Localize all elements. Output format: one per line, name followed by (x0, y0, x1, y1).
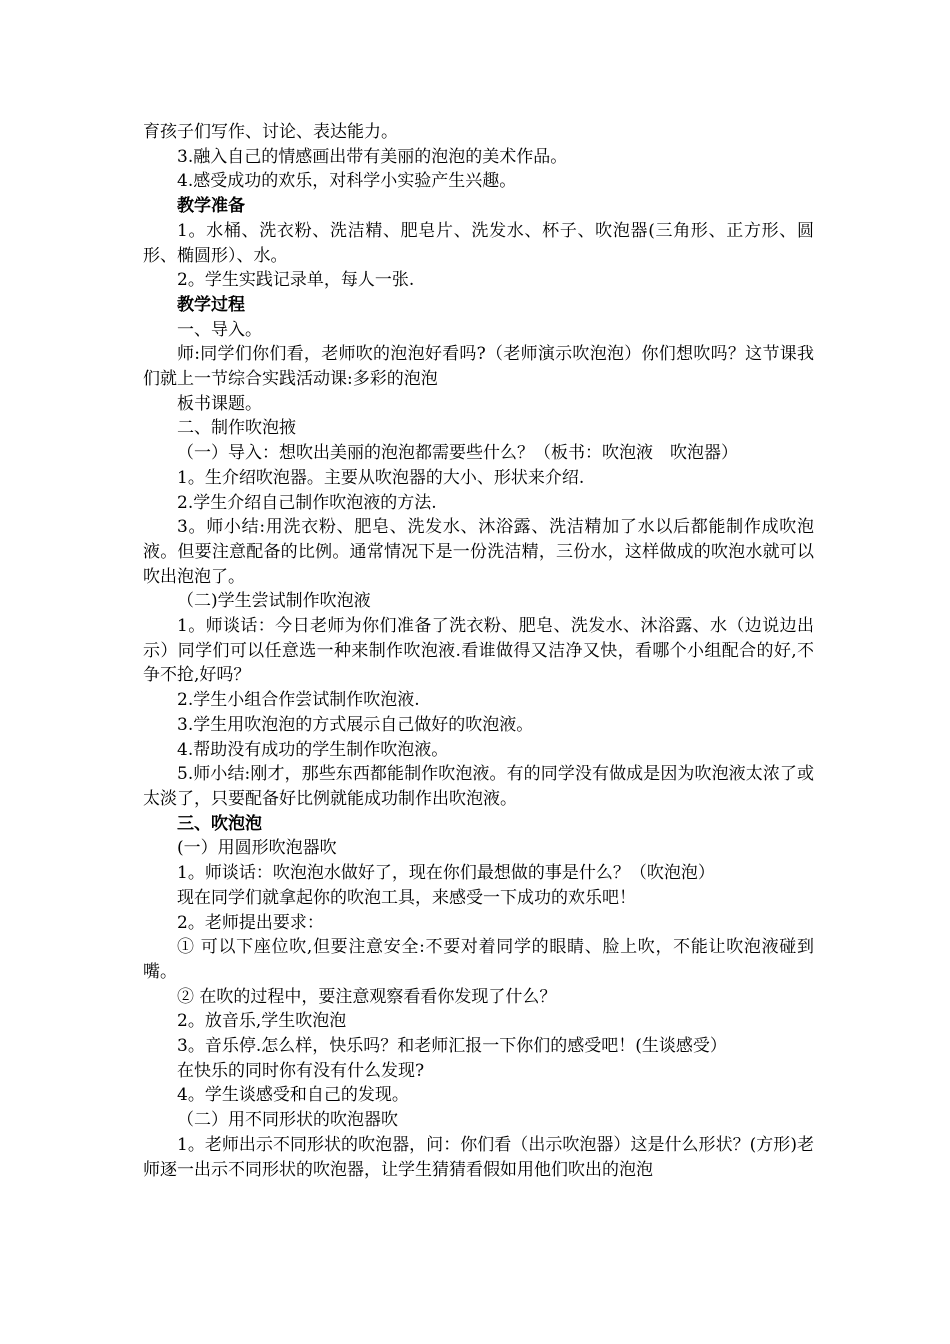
paragraph: 2.学生介绍自己制作吹泡液的方法. (177, 492, 437, 513)
paragraph: 板书课题。 (177, 393, 262, 414)
paragraph: 一、导入。 (177, 319, 262, 340)
paragraph: 师:同学们你们看，老师吹的泡泡好看吗?（老师演示吹泡泡）你们想吹吗？这节课我们就上一节综合实践活动课:多彩的泡泡 (143, 344, 814, 390)
paragraph: 1。老师出示不同形状的吹泡器，问：你们看（出示吹泡器）这是什么形状？(方形)老师逐一出示不同形状的吹泡器，让学生猜猜看假如用他们吹出的泡泡 (143, 1134, 814, 1180)
paragraph: 2.学生小组合作尝试制作吹泡液. (177, 690, 420, 711)
paragraph: 5.师小结:刚才，那些东西都能制作吹泡液。有的同学没有做成是因为吹泡液太浓了或太淡了，只要配备好比例就能成功制作出吹泡液。 (143, 764, 814, 809)
paragraph: 3.学生用吹泡泡的方式展示自己做好的吹泡液。 (177, 714, 534, 735)
paragraph: (一）用圆形吹泡器吹 (177, 838, 337, 859)
paragraph: 2。放音乐,学生吹泡泡 (177, 1011, 347, 1032)
section-heading: 教学过程 (177, 294, 245, 315)
paragraph: 4.感受成功的欢乐，对科学小实验产生兴趣。 (177, 171, 517, 192)
paragraph: 2。老师提出要求： (177, 912, 324, 933)
document-body (143, 120, 814, 1182)
paragraph: 4.帮助没有成功的学生制作吹泡液。 (177, 739, 449, 760)
paragraph: 3。音乐停.怎么样，快乐吗？和老师汇报一下你们的感受吧！(生谈感受） (177, 1036, 727, 1057)
paragraph: （二）用不同形状的吹泡器吹 (177, 1110, 398, 1131)
paragraph: 3.融入自己的情感画出带有美丽的泡泡的美术作品。 (177, 146, 568, 167)
paragraph: ② 在吹的过程中，要注意观察看看你发现了什么？ (177, 986, 557, 1007)
paragraph: 二、制作吹泡掖 (177, 418, 296, 439)
paragraph: （一）导入：想吹出美丽的泡泡都需要些什么？（板书：吹泡液 吹泡器） (177, 443, 738, 464)
paragraph: 3。师小结:用洗衣粉、肥皂、洗发水、沐浴露、洗洁精加了水以后都能制作成吹泡液。但要注意配备的比例。通常情况下是一份洗洁精，三份水，这样做成的吹泡水就可以吹出泡泡了。 (143, 517, 814, 587)
section-heading: 教学准备 (177, 196, 245, 217)
paragraph: 现在同学们就拿起你的吹泡工具，来感受一下成功的欢乐吧！ (177, 887, 636, 908)
paragraph: 1。师谈话：吹泡泡水做好了，现在你们最想做的事是什么？（吹泡泡） (177, 863, 715, 884)
paragraph: ① 可以下座位吹,但要注意安全:不要对着同学的眼睛、脸上吹，不能让吹泡液碰到嘴。 (143, 937, 814, 982)
paragraph: 1。生介绍吹泡器。主要从吹泡器的大小、形状来介绍. (177, 467, 585, 488)
paragraph: 2。学生实践记录单，每人一张. (177, 270, 415, 291)
section-heading: 三、吹泡泡 (177, 813, 262, 834)
paragraph: 在快乐的同时你有没有什么发现? (177, 1060, 425, 1081)
paragraph: 1。师谈话：今日老师为你们准备了洗衣粉、肥皂、洗发水、沐浴露、水（边说边出示）同学们可以任意选一种来制作吹泡液.看谁做得又洁净又快，看哪个小组配合的好,不争不抢,好吗？ (143, 616, 814, 686)
paragraph: 育孩子们写作、讨论、表达能力。 (143, 122, 398, 142)
paragraph: 4。学生谈感受和自己的发现。 (177, 1085, 409, 1106)
paragraph: 1。水桶、洗衣粉、洗洁精、肥皂片、洗发水、杯子、吹泡器(三角形、正方形、圆形、椭圆形）、水。 (143, 220, 814, 266)
paragraph: （二)学生尝试制作吹泡液 (177, 591, 371, 612)
